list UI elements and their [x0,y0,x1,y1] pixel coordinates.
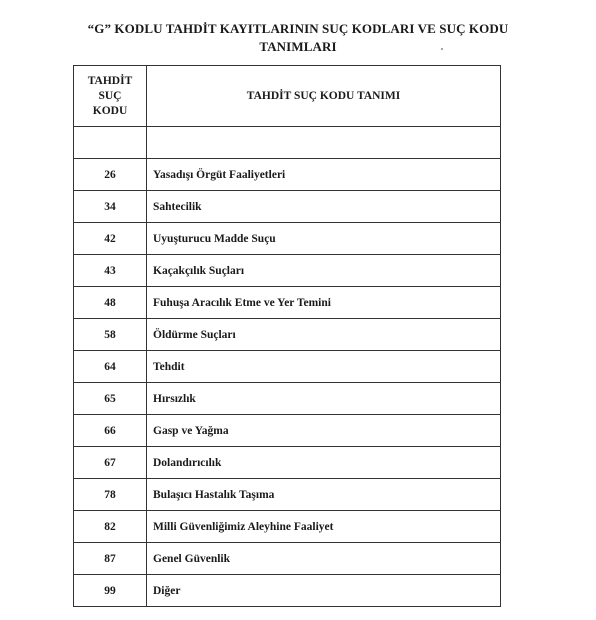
crime-description-cell: Diğer [147,575,501,607]
crime-description-cell: Öldürme Suçları [147,319,501,351]
table-row [74,319,501,351]
table-spacer-row [74,127,501,159]
crime-code-table [73,65,501,607]
table-row [74,479,501,511]
header-code [74,66,147,127]
crime-code-cell: 66 [74,415,147,447]
table-row [74,575,501,607]
crime-description-cell: Dolandırıcılık [147,447,501,479]
table-row [74,255,501,287]
crime-code-cell: 58 [74,319,147,351]
crime-description-cell: Sahtecilik [147,191,501,223]
crime-description-cell: Gasp ve Yağma [147,415,501,447]
crime-description-cell: Fuhuşa Aracılık Etme ve Yer Temini [147,287,501,319]
header-code-label: TAHDİT SUÇ KODU [87,74,133,117]
crime-code-cell: 67 [74,447,147,479]
table-row [74,415,501,447]
crime-code-cell: 34 [74,191,147,223]
crime-description-cell: Bulaşıcı Hastalık Taşıma [147,479,501,511]
crime-code-cell: 48 [74,287,147,319]
table-row [74,543,501,575]
crime-code-cell: 82 [74,511,147,543]
page-title-line-1: “G” KODLU TAHDİT KAYITLARININ SUÇ KODLARI VE SUÇ KODU [87,21,509,36]
crime-code-cell: 64 [74,351,147,383]
table-row [74,351,501,383]
page-title-line-2: TANIMLARI [259,39,337,54]
crime-description-cell: Uyuşturucu Madde Suçu [147,223,501,255]
crime-code-cell: 43 [74,255,147,287]
table-header-row [74,66,501,127]
crime-code-cell: 99 [74,575,147,607]
crime-code-cell: 78 [74,479,147,511]
crime-description-cell: Milli Güvenliğimiz Aleyhine Faaliyet [147,511,501,543]
table-row [74,223,501,255]
crime-code-cell: 42 [74,223,147,255]
header-description: TAHDİT SUÇ KODU TANIMI [147,66,501,127]
crime-description-cell: Hırsızlık [147,383,501,415]
table-row [74,447,501,479]
crime-description-cell: Yasadışı Örgüt Faaliyetleri [147,159,501,191]
crime-code-cell: 65 [74,383,147,415]
table-row [74,511,501,543]
crime-description-cell: Genel Güvenlik [147,543,501,575]
table-row [74,383,501,415]
crime-code-cell: 87 [74,543,147,575]
table-row [74,287,501,319]
table-row [74,191,501,223]
crime-code-cell: 26 [74,159,147,191]
scan-speck [441,48,443,50]
crime-description-cell: Kaçakçılık Suçları [147,255,501,287]
crime-description-cell: Tehdit [147,351,501,383]
table-row [74,159,501,191]
